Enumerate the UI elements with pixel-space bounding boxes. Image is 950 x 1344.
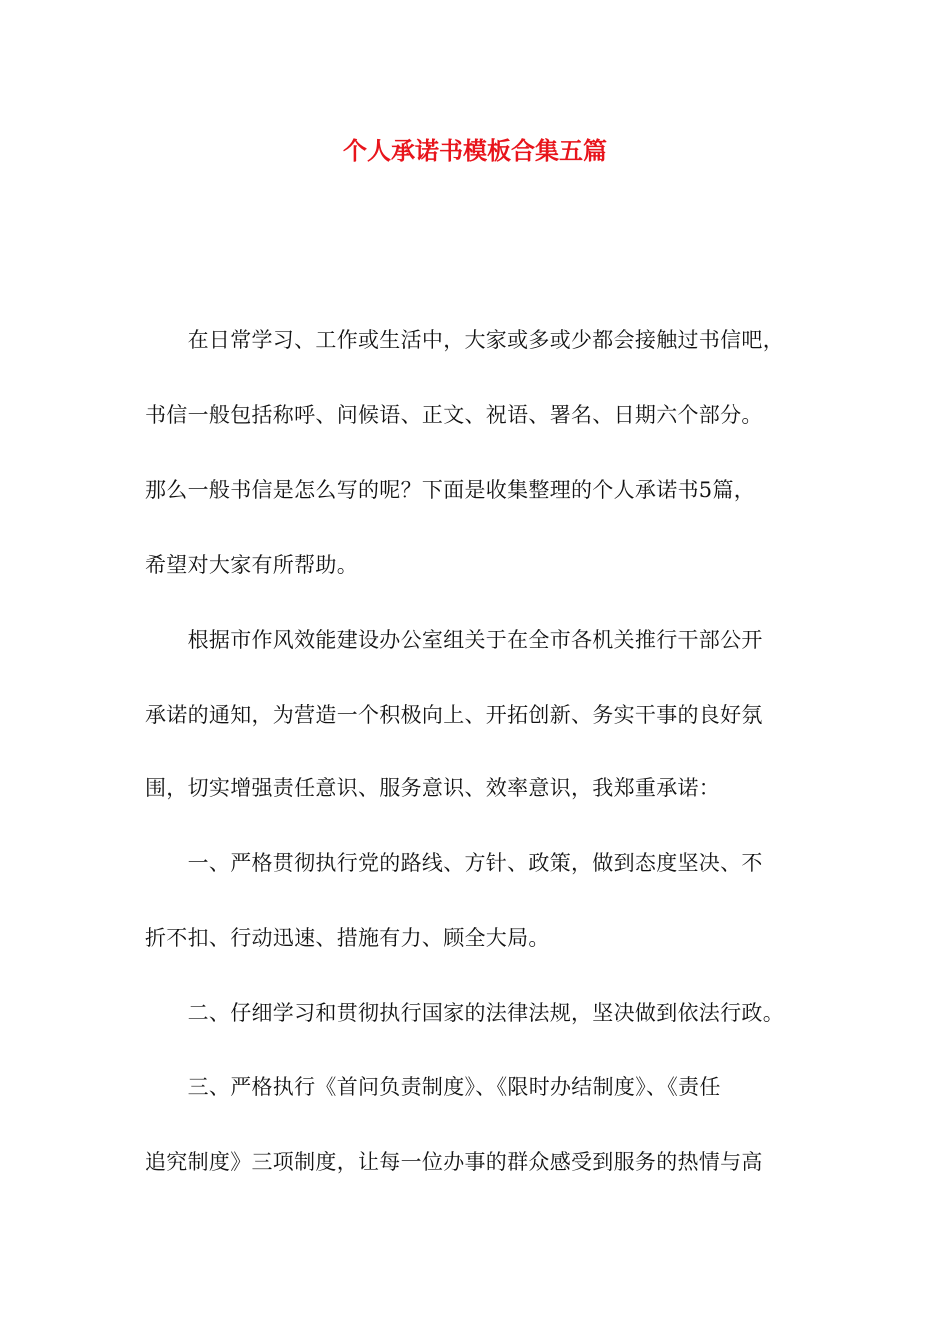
body-line: 追究制度》三项制度，让每一位办事的群众感受到服务的热情与高 (145, 1150, 763, 1174)
body-line: 折不扣、行动迅速、措施有力、顾全大局。 (145, 926, 550, 950)
body-line: 那么一般书信是怎么写的呢？下面是收集整理的个人承诺书5篇， (145, 478, 756, 502)
body-line: 书信一般包括称呼、问候语、正文、祝语、署名、日期六个部分。 (145, 403, 763, 427)
body-line: 希望对大家有所帮助。 (145, 553, 358, 577)
body-line: 围，切实增强责任意识、服务意识、效率意识，我郑重承诺： (145, 776, 721, 800)
body-line: 承诺的通知，为营造一个积极向上、开拓创新、务实干事的良好氛 (145, 703, 763, 727)
body-line: 一、严格贯彻执行党的路线、方针、政策，做到态度坚决、不 (145, 851, 763, 875)
body-line: 三、严格执行《首问负责制度》、《限时办结制度》、《责任 (145, 1075, 721, 1099)
document-title: 个人承诺书模板合集五篇 (343, 136, 607, 165)
body-line: 在日常学习、工作或生活中，大家或多或少都会接触过书信吧， (145, 328, 784, 352)
body-line: 根据市作风效能建设办公室组关于在全市各机关推行干部公开 (145, 628, 763, 652)
body-line: 二、仔细学习和贯彻执行国家的法律法规，坚决做到依法行政。 (145, 1001, 784, 1025)
